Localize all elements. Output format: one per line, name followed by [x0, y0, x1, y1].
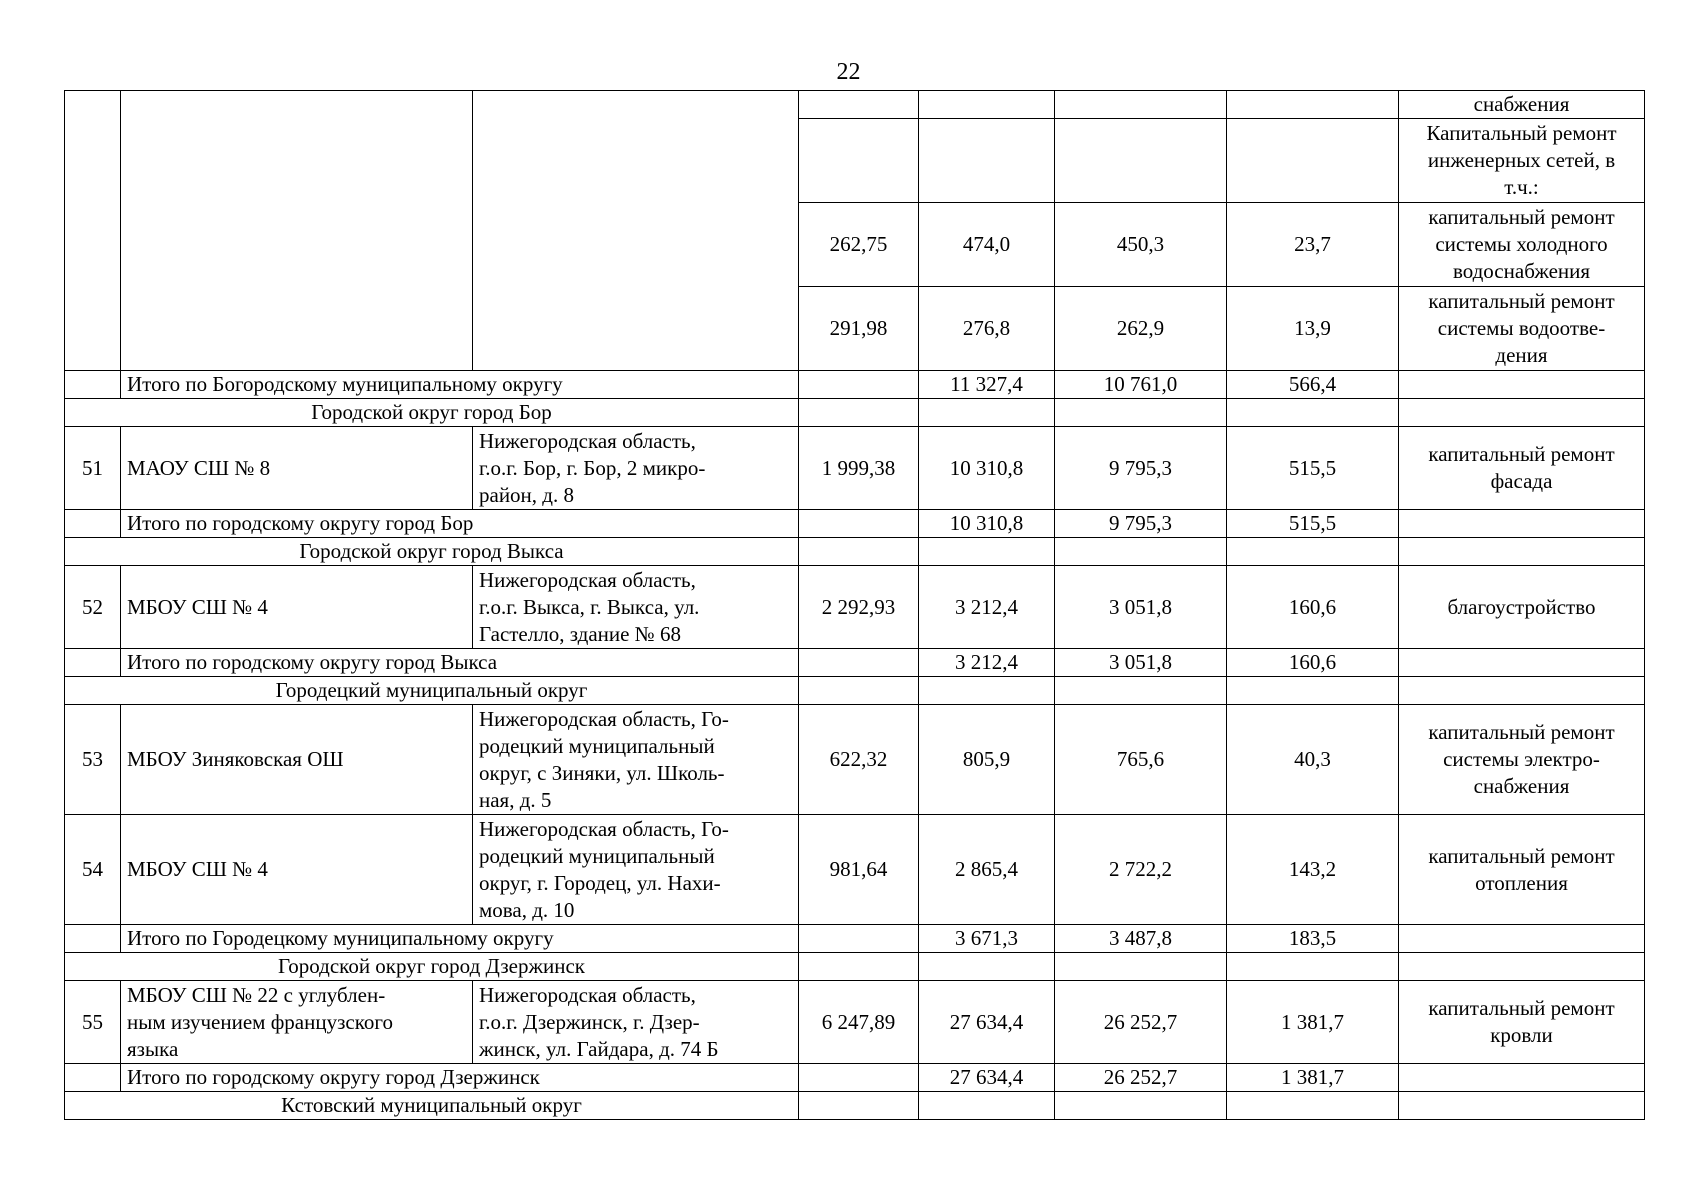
section-header-row	[65, 538, 1645, 566]
total-cost-cell: 27 634,4	[919, 1064, 1055, 1092]
page-number: 22	[836, 59, 861, 85]
name-line: МАОУ СШ № 8	[127, 455, 271, 480]
row-number-cell: 52	[65, 566, 121, 649]
address-line: г.о.г. Дзержинск, г. Дзер-	[479, 1009, 700, 1034]
area-cell: 981,64	[799, 815, 919, 925]
table-row	[65, 705, 1645, 815]
address-line: Нижегородская область,	[479, 428, 696, 453]
empty-cell	[1055, 677, 1227, 705]
section-header-row	[65, 1092, 1645, 1120]
address-line: г.о.г. Выкса, г. Выкса, ул.	[479, 594, 700, 619]
work-type-cell: снабжения	[1399, 91, 1645, 119]
area-cell: 6 247,89	[799, 981, 919, 1064]
row-number-cell	[65, 371, 121, 399]
name-line: МБОУ СШ № 22 с углублен-	[127, 982, 386, 1007]
empty-cell	[1399, 1092, 1645, 1120]
total-label: Итого по Городецкому муниципальному округу	[121, 925, 799, 953]
work-line: капитальный ремонт	[1428, 205, 1615, 229]
name-line: МБОУ СШ № 4	[127, 594, 268, 619]
row-number-cell	[65, 510, 121, 538]
cost-cell: 805,9	[919, 705, 1055, 815]
federal-cell: 9 795,3	[1055, 427, 1227, 510]
total-local-cell: 566,4	[1227, 371, 1399, 399]
cost-cell: 10 310,8	[919, 427, 1055, 510]
local-cell: 143,2	[1227, 815, 1399, 925]
work-type-cell	[1399, 287, 1645, 371]
schools-table	[64, 90, 1645, 1120]
cost-cell	[919, 119, 1055, 203]
cost-cell: 3 212,4	[919, 566, 1055, 649]
address-cell	[473, 705, 799, 815]
empty-cell	[1399, 538, 1645, 566]
work-type-cell	[1399, 815, 1645, 925]
section-header-row	[65, 399, 1645, 427]
area-cell	[799, 925, 919, 953]
work-type-cell	[1399, 203, 1645, 287]
work-line: Капитальный ремонт	[1426, 121, 1617, 145]
table-row	[65, 815, 1645, 925]
empty-cell	[799, 399, 919, 427]
row-number-cell	[65, 1064, 121, 1092]
federal-cell: 262,9	[1055, 287, 1227, 371]
empty-cell	[1055, 399, 1227, 427]
empty-cell	[919, 1092, 1055, 1120]
local-cell	[1227, 119, 1399, 203]
work-line: т.ч.:	[1504, 175, 1539, 199]
empty-cell	[1055, 538, 1227, 566]
total-cost-cell: 11 327,4	[919, 371, 1055, 399]
area-cell: 1 999,38	[799, 427, 919, 510]
empty-cell	[1399, 677, 1645, 705]
local-cell	[1227, 91, 1399, 119]
empty-cell	[799, 677, 919, 705]
total-local-cell: 160,6	[1227, 649, 1399, 677]
federal-cell: 450,3	[1055, 203, 1227, 287]
empty-cell	[799, 1092, 919, 1120]
address-cell	[473, 981, 799, 1064]
row-number-cell	[65, 925, 121, 953]
school-name-cell	[121, 427, 473, 510]
cost-cell: 2 865,4	[919, 815, 1055, 925]
address-line: ная, д. 5	[479, 787, 552, 812]
local-cell: 23,7	[1227, 203, 1399, 287]
federal-cell	[1055, 119, 1227, 203]
area-cell	[799, 510, 919, 538]
area-cell: 262,75	[799, 203, 919, 287]
work-line: фасада	[1490, 469, 1553, 493]
section-title: Городской округ город Дзержинск	[65, 953, 799, 981]
address-line: район, д. 8	[479, 482, 574, 507]
total-row	[65, 925, 1645, 953]
address-cell	[473, 815, 799, 925]
work-line: благоустройство	[1447, 594, 1596, 619]
row-number-cell: 53	[65, 705, 121, 815]
work-line: кровли	[1490, 1023, 1553, 1047]
total-label: Итого по городскому округу город Выкса	[121, 649, 799, 677]
work-line: инженерных сетей, в	[1427, 148, 1616, 172]
empty-cell	[919, 677, 1055, 705]
school-name-cell	[121, 705, 473, 815]
work-line: системы водоотве-	[1437, 316, 1606, 340]
cost-cell: 276,8	[919, 287, 1055, 371]
empty-cell	[1227, 677, 1399, 705]
work-type-cell	[1399, 566, 1645, 649]
work-type-cell	[1399, 427, 1645, 510]
address-line: Нижегородская область, Го-	[479, 706, 729, 731]
address-line: Нижегородская область,	[479, 567, 696, 592]
empty-cell	[919, 953, 1055, 981]
total-federal-cell: 10 761,0	[1055, 371, 1227, 399]
row-number-cell: 54	[65, 815, 121, 925]
address-cell	[473, 566, 799, 649]
address-line: Гастелло, здание № 68	[479, 621, 681, 646]
total-local-cell: 515,5	[1227, 510, 1399, 538]
table-row	[65, 566, 1645, 649]
area-cell	[799, 119, 919, 203]
local-cell: 1 381,7	[1227, 981, 1399, 1064]
work-line: капитальный ремонт	[1428, 720, 1615, 744]
total-row	[65, 371, 1645, 399]
total-cost-cell: 10 310,8	[919, 510, 1055, 538]
local-cell: 515,5	[1227, 427, 1399, 510]
area-cell	[799, 91, 919, 119]
work-line: водоснабжения	[1452, 259, 1591, 283]
section-title: Городской округ город Бор	[65, 399, 799, 427]
empty-cell	[1399, 953, 1645, 981]
area-cell	[799, 371, 919, 399]
total-federal-cell: 9 795,3	[1055, 510, 1227, 538]
section-title: Кстовский муниципальный округ	[65, 1092, 799, 1120]
table-row	[65, 91, 1645, 119]
empty-cell	[799, 953, 919, 981]
federal-cell	[1055, 91, 1227, 119]
empty-cell	[1227, 399, 1399, 427]
work-type-cell	[1399, 510, 1645, 538]
address-line: родецкий муниципальный	[479, 733, 715, 758]
name-line: ным изучением французского	[127, 1009, 393, 1034]
name-line: языка	[127, 1036, 179, 1061]
address-cell	[473, 91, 799, 371]
local-cell: 13,9	[1227, 287, 1399, 371]
total-row	[65, 1064, 1645, 1092]
work-type-cell	[1399, 981, 1645, 1064]
section-header-row	[65, 953, 1645, 981]
work-line: системы электро-	[1443, 747, 1600, 771]
address-cell	[473, 427, 799, 510]
area-cell: 2 292,93	[799, 566, 919, 649]
school-name-cell	[121, 981, 473, 1064]
federal-cell: 3 051,8	[1055, 566, 1227, 649]
federal-cell: 2 722,2	[1055, 815, 1227, 925]
total-federal-cell: 3 487,8	[1055, 925, 1227, 953]
local-cell: 40,3	[1227, 705, 1399, 815]
address-line: г.о.г. Бор, г. Бор, 2 микро-	[479, 455, 706, 480]
work-line: снабжения	[1473, 774, 1570, 798]
address-line: мова, д. 10	[479, 897, 575, 922]
total-cost-cell: 3 671,3	[919, 925, 1055, 953]
area-cell	[799, 649, 919, 677]
cost-cell: 474,0	[919, 203, 1055, 287]
total-label: Итого по городскому округу город Бор	[121, 510, 799, 538]
total-federal-cell: 3 051,8	[1055, 649, 1227, 677]
address-line: округ, г. Городец, ул. Нахи-	[479, 870, 721, 895]
work-line: капитальный ремонт	[1428, 442, 1615, 466]
empty-cell	[1227, 1092, 1399, 1120]
name-line: МБОУ Зиняковская ОШ	[127, 747, 344, 771]
table-body	[65, 91, 1645, 1120]
address-line: Нижегородская область, Го-	[479, 816, 729, 841]
address-line: Нижегородская область,	[479, 982, 696, 1007]
name-line: МБОУ СШ № 4	[127, 857, 268, 881]
work-line: капитальный ремонт	[1428, 996, 1615, 1020]
section-title: Городской округ город Выкса	[65, 538, 799, 566]
empty-cell	[1227, 538, 1399, 566]
work-type-cell	[1399, 1064, 1645, 1092]
cost-cell: 27 634,4	[919, 981, 1055, 1064]
federal-cell: 765,6	[1055, 705, 1227, 815]
work-type-cell	[1399, 371, 1645, 399]
work-type-cell	[1399, 119, 1645, 203]
row-number-cell: 55	[65, 981, 121, 1064]
address-line: округ, с Зиняки, ул. Школь-	[479, 760, 725, 785]
row-number-cell	[65, 649, 121, 677]
total-label: Итого по городскому округу город Дзержинск	[121, 1064, 799, 1092]
school-name-cell	[121, 91, 473, 371]
work-line: капитальный ремонт	[1428, 289, 1615, 313]
total-local-cell: 183,5	[1227, 925, 1399, 953]
empty-cell	[1399, 399, 1645, 427]
work-type-cell	[1399, 705, 1645, 815]
total-row	[65, 649, 1645, 677]
area-cell: 622,32	[799, 705, 919, 815]
empty-cell	[919, 538, 1055, 566]
empty-cell	[799, 538, 919, 566]
total-label: Итого по Богородскому муниципальному округу	[121, 371, 799, 399]
total-federal-cell: 26 252,7	[1055, 1064, 1227, 1092]
federal-cell: 26 252,7	[1055, 981, 1227, 1064]
table-row	[65, 981, 1645, 1064]
total-row	[65, 510, 1645, 538]
local-cell: 160,6	[1227, 566, 1399, 649]
work-line: капитальный ремонт	[1428, 843, 1615, 868]
total-local-cell: 1 381,7	[1227, 1064, 1399, 1092]
row-number-cell: 51	[65, 427, 121, 510]
empty-cell	[1055, 1092, 1227, 1120]
address-line: родецкий муниципальный	[479, 843, 715, 868]
section-title: Городецкий муниципальный округ	[65, 677, 799, 705]
work-line: отопления	[1475, 870, 1568, 895]
cost-cell	[919, 91, 1055, 119]
school-name-cell	[121, 566, 473, 649]
work-type-cell	[1399, 649, 1645, 677]
empty-cell	[1227, 953, 1399, 981]
address-line: жинск, ул. Гайдара, д. 74 Б	[479, 1036, 719, 1061]
area-cell: 291,98	[799, 287, 919, 371]
empty-cell	[919, 399, 1055, 427]
work-type-cell	[1399, 925, 1645, 953]
empty-cell	[1055, 953, 1227, 981]
section-header-row	[65, 677, 1645, 705]
work-line: системы холодного	[1435, 232, 1608, 256]
school-name-cell	[121, 815, 473, 925]
total-cost-cell: 3 212,4	[919, 649, 1055, 677]
table-row	[65, 427, 1645, 510]
work-line: дения	[1495, 343, 1548, 367]
area-cell	[799, 1064, 919, 1092]
row-number-cell	[65, 91, 121, 371]
